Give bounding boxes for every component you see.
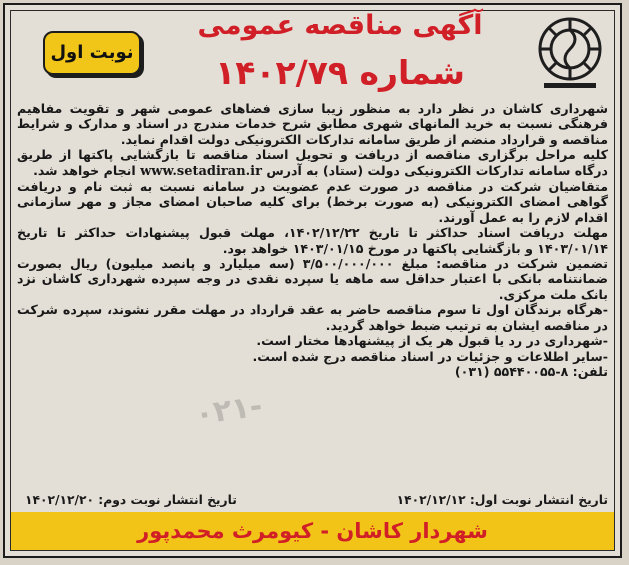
paragraph-guarantee: تضمین شرکت در مناقصه: مبلغ ۳/۵۰۰/۰۰۰/۰۰۰ (سه میلیارد و پانصد میلیون) ریال بصورت ضمانتنامه بانکی با اعتبار حداقل سه ماهه یا سپرده نقدی در وجه سپرده شهرداری کاشان نزد بانک ملت مرکزی. (17, 256, 608, 302)
paragraph-discretion: -شهرداری در رد یا قبول هر یک از پیشنهادها مختار است. (256, 333, 608, 349)
paragraph-intro: شهرداری کاشان در نظر دارد به منظور زیبا سازی فضاهای عمومی شهر و تقویت مفاهیم فرهنگی نسبت به خرید المانهای شهری مطابق شرح خدمات مندرج در اسناد و مدارک و شرایط مناقصه و قرارداد منضم از طریق سامانه تدارکات الکترونیکی دولت اقدام نماید. (17, 101, 608, 147)
paragraph-deadlines: مهلت دریافت اسناد حداکثر تا تاریخ ۱۴۰۲/۱۲/۲۲، مهلت قبول پیشنهادات حداکثر تا تاریخ ۱۴۰۳/۰۱/۱۴ و بازگشایی پاکتها در مورخ ۱۴۰۳/۰۱/۱۵ خواهد بود. (17, 225, 608, 256)
ad-body (17, 101, 608, 379)
publication-dates (25, 493, 608, 507)
kashan-municipality-emblem-icon (534, 13, 606, 91)
paragraph-registration: متقاضیان شرکت در مناقصه در صورت عدم عضویت در سامانه نسبت به ثبت نام و دریافت گواهی امضای الکترونیکی (به صورت برخط) برای کلیه صاحبان امضای مجاز و مهر سازمانی اقدام لازم را به عمل آورند. (17, 179, 608, 225)
paragraph-procedure (17, 147, 608, 179)
phone-line: تلفن: ۸-۵۵۴۴۰۰۵۵ (۰۳۱) (454, 363, 608, 379)
setadiran-link[interactable]: www.setadiran.ir (140, 163, 262, 179)
watermark: ۰۲۱- (192, 388, 265, 433)
ad-number: شماره ۱۴۰۲/۷۹ (215, 53, 465, 92)
paragraph-winners: -هرگاه برندگان اول تا سوم مناقصه حاضر به عقد قرارداد در مهلت مقرر نشوند، سپرده شرکت در مناقصه ایشان به ترتیب ضبط خواهد گردید. (17, 302, 608, 333)
second-publication-date: تاریخ انتشار نوبت دوم: ۱۴۰۲/۱۲/۲۰ (25, 493, 237, 507)
paragraph-details: -سایر اطلاعات و جزئیات در اسناد مناقصه درج شده است. (252, 348, 608, 364)
ad-title: آگهی مناقصه عمومی (197, 10, 483, 41)
signature-banner: شهردار کاشان - کیومرث محمدپور (11, 512, 614, 550)
round-badge: نوبت اول (43, 31, 141, 75)
procedure-end: انجام خواهد شد. (33, 162, 136, 178)
first-publication-date: تاریخ انتشار نوبت اول: ۱۴۰۲/۱۲/۱۲ (396, 493, 608, 507)
procedure-text: کلیه مراحل برگزاری مناقصه از دریافت و تحویل اسناد مناقصه تا بازگشایی پاکتها از طریق درگاه سامانه تدارکات الکترونیکی دولت (ستاد) به آدرس (17, 147, 608, 178)
advertisement-frame (3, 3, 622, 558)
